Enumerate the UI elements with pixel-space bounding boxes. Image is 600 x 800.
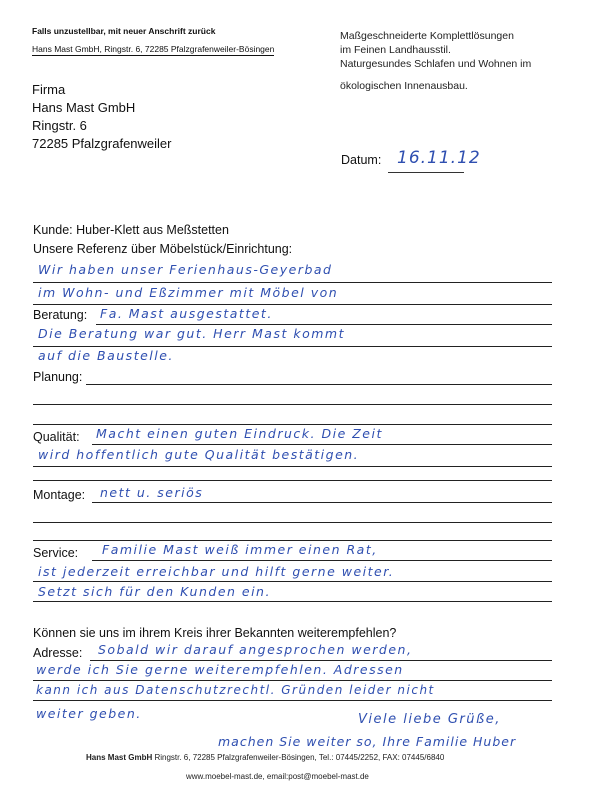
date-label: Datum: [341, 153, 382, 167]
form-rule [96, 324, 552, 325]
form-rule [92, 560, 552, 561]
planung-label: Planung: [33, 370, 83, 384]
adresse-text: Sobald wir darauf angesprochen werden, [98, 642, 413, 657]
closing-signature: machen Sie weiter so, Ihre Familie Huber [218, 734, 517, 749]
service-text: ist jederzeit erreichbar und hilft gerne weiter. [38, 564, 395, 579]
customer-line: Kunde: Huber-Klett aus Meßstetten [33, 223, 229, 237]
closing-greeting: Viele liebe Grüße, [358, 712, 501, 727]
adresse-label: Adresse: [33, 646, 83, 660]
date-underline [388, 172, 464, 173]
tagline-line: Maßgeschneiderte Komplettlösungen [340, 30, 514, 42]
tagline-line: ökologischen Innenausbau. [340, 80, 468, 92]
beratung-text: auf die Baustelle. [38, 348, 174, 363]
form-rule [33, 404, 552, 405]
tagline-line: im Feinen Landhausstil. [340, 44, 451, 56]
qualitaet-text: Macht einen guten Eindruck. Die Zeit [96, 426, 383, 441]
form-rule [33, 581, 552, 582]
form-rule [33, 700, 552, 701]
recipient-line: Hans Mast GmbH [32, 100, 136, 115]
form-rule [86, 384, 552, 385]
service-text: Familie Mast weiß immer einen Rat, [102, 542, 378, 557]
service-label: Service: [33, 546, 79, 560]
adresse-text: kann ich aus Datenschutzrechtl. Gründen leider nicht [36, 683, 435, 697]
form-rule [33, 346, 552, 347]
reference-text: im Wohn- und Eßzimmer mit Möbel von [38, 285, 339, 300]
recipient-line: Firma [32, 82, 66, 97]
form-rule [33, 282, 552, 283]
footer-company: Hans Mast GmbH [86, 753, 153, 762]
adresse-text: weiter geben. [36, 706, 142, 721]
footer-address: Ringstr. 6, 72285 Pfalzgrafenweiler-Bösingen, Tel.: 07445/2252, FAX: 07445/6840 [152, 753, 445, 762]
form-rule [33, 466, 552, 467]
form-rule [92, 502, 552, 503]
recipient-line: Ringstr. 6 [32, 118, 87, 133]
date-value: 16.11.12 [397, 148, 481, 168]
recommend-question: Können sie uns im ihrem Kreis ihrer Bekannten weiterempfehlen? [33, 626, 397, 640]
form-rule [33, 601, 552, 602]
recipient-line: 72285 Pfalzgrafenweiler [32, 136, 172, 151]
beratung-text: Die Beratung war gut. Herr Mast kommt [38, 326, 345, 341]
return-address: Hans Mast GmbH, Ringstr. 6, 72285 Pfalzgrafenweiler-Bösingen [32, 44, 275, 54]
reference-label: Unsere Referenz über Möbelstück/Einrichtung: [33, 242, 293, 256]
qualitaet-text: wird hoffentlich gute Qualität bestätigen. [38, 447, 360, 462]
form-rule [33, 540, 552, 541]
montage-label: Montage: [33, 488, 86, 502]
montage-text: nett u. seriös [100, 485, 204, 500]
form-rule [33, 680, 552, 681]
return-note: Falls unzustellbar, mit neuer Anschrift zurück [32, 26, 216, 36]
form-rule [33, 480, 552, 481]
adresse-text: werde ich Sie gerne weiterempfehlen. Adressen [36, 662, 404, 677]
tagline-line: Naturgesundes Schlafen und Wohnen im [340, 58, 532, 70]
form-rule [33, 304, 552, 305]
service-text: Setzt sich für den Kunden ein. [38, 584, 271, 599]
form-rule [33, 424, 552, 425]
form-rule [90, 660, 552, 661]
beratung-label: Beratung: [33, 308, 88, 322]
form-rule [33, 522, 552, 523]
reference-text: Fa. Mast ausgestattet. [100, 306, 273, 321]
qualitaet-label: Qualität: [33, 430, 80, 444]
reference-text: Wir haben unser Ferienhaus-Geyerbad [38, 262, 333, 277]
form-rule [92, 444, 552, 445]
footer-web: www.moebel-mast.de, email:post@moebel-mast.de [186, 772, 369, 781]
